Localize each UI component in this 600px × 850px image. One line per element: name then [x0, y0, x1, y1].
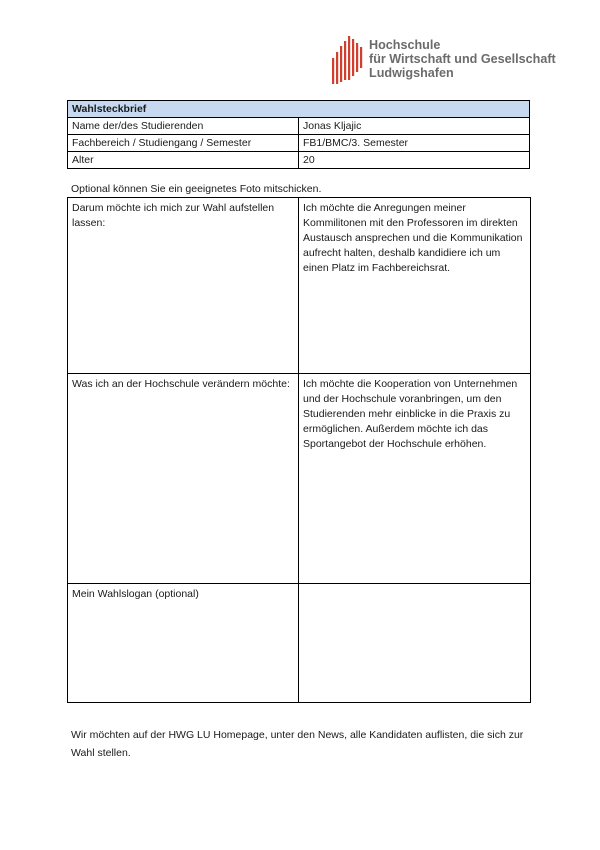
table-row [68, 198, 531, 374]
optional-photo-note: Optional können Sie ein geeignetes Foto mitschicken. [71, 183, 322, 195]
question-label: Darum möchte ich mich zur Wahl aufstellen lassen: [68, 198, 299, 374]
info-value: FB1/BMC/3. Semester [299, 135, 530, 152]
candidate-info-table [67, 100, 530, 169]
info-value: 20 [299, 152, 530, 169]
answer-text: Ich möchte die Anregungen meiner Kommilitonen mit den Professoren im direkten Austausch ansprechen und die Kommunikation aufrecht halten, deshalb kandidiere ich um einen Platz im Fachbereichsrat. [299, 198, 531, 374]
answer-text: Ich möchte die Kooperation von Unternehmen und der Hochschule voranbringen, um den Studierenden mehr einblicke in die Praxis zu ermöglichen. Außerdem möchte ich das Sportangebot der Hochschule erhöhen. [299, 374, 531, 584]
candidate-statement-table [67, 197, 531, 703]
table-row [68, 135, 530, 152]
logo-line-3: Ludwigshafen [369, 66, 454, 80]
table-row [68, 374, 531, 584]
table-row [68, 584, 531, 703]
logo-wordmark [369, 38, 556, 80]
info-heading-row [68, 101, 530, 118]
logo-bars-icon [332, 36, 366, 84]
info-label: Name der/des Studierenden [68, 118, 299, 135]
university-logo [332, 36, 556, 86]
info-label: Alter [68, 152, 299, 169]
question-label: Mein Wahlslogan (optional) [68, 584, 299, 703]
info-value: Jonas Kljajic [299, 118, 530, 135]
table-row [68, 118, 530, 135]
answer-text [299, 584, 531, 703]
info-heading: Wahlsteckbrief [68, 101, 530, 118]
logo-line-1: Hochschule [369, 38, 441, 52]
info-label: Fachbereich / Studiengang / Semester [68, 135, 299, 152]
table-row [68, 152, 530, 169]
footer-note: Wir möchten auf der HWG LU Homepage, unter den News, alle Kandidaten auflisten, die sich zur Wahl stellen. [71, 729, 524, 759]
question-label: Was ich an der Hochschule verändern möchte: [68, 374, 299, 584]
logo-line-2: für Wirtschaft und Gesellschaft [369, 52, 556, 66]
